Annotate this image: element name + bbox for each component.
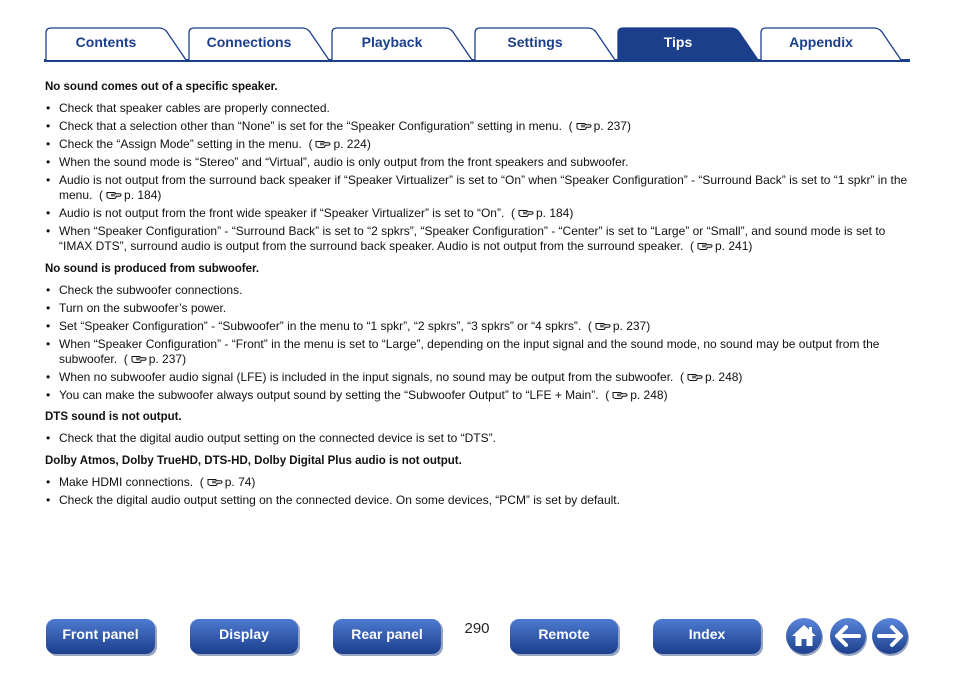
arrow-right-icon [872,618,908,654]
list-item [45,119,910,135]
bullet-list [45,283,910,403]
item-text: Set “Speaker Configuration” - “Subwoofer” in the menu to “1 spkr”, “2 spkrs”, “3 spkrs” or “4 spkrs”. [59,318,582,333]
tab-label: Settings [507,34,563,50]
item-text: Make HDMI connections. [59,474,194,489]
tab-appendix[interactable] [760,27,882,60]
forward-button[interactable] [872,618,908,654]
tab-settings[interactable] [474,27,596,60]
remote-button[interactable]: Remote [510,619,618,654]
list-item [45,370,910,386]
list-item [45,301,910,317]
pointing-hand-icon [207,476,223,487]
page-reference-link[interactable]: ( p. 224) [301,136,371,151]
item-text: When “Speaker Configuration” - “Surround Back” is set to “2 spkrs”, “Speaker Configuration” - “Center” is set to “Large” or “Small”, and sound mode is set to “IMAX DTS”, surround audio is output from the surround back speaker. Audio is not output from the surround speaker. [59,223,886,254]
faq-section [45,262,910,403]
tab-playback[interactable] [331,27,453,60]
index-button[interactable]: Index [653,619,761,654]
item-text: When the sound mode is “Stereo” and “Virtual”, audio is only output from the front speakers and subwoofer. [59,154,629,169]
pointing-hand-icon [106,189,122,200]
page-reference-text: p. 224) [333,136,371,151]
page-reference-link[interactable]: ( p. 184) [92,188,162,203]
pointing-hand-icon [612,389,628,400]
page-reference-link[interactable]: ( p. 74) [193,474,256,489]
list-item [45,493,910,509]
pointing-hand-icon [576,120,592,131]
list-item [45,224,910,255]
tab-bar [0,0,954,64]
page-reference-text: p. 184) [124,188,162,203]
list-item [45,475,910,491]
list-item [45,137,910,153]
page-reference-text: p. 241) [715,239,753,254]
list-item [45,155,910,171]
page-reference-link[interactable]: ( p. 248) [598,387,668,402]
home-icon [786,618,822,654]
tab-label: Tips [663,34,693,50]
page-number: 290 [464,620,490,637]
item-text: When “Speaker Configuration” - “Front” in the menu is set to “Large”, depending on the input signal and the sound mode, no sound may be output from the subwoofer. [59,336,880,367]
tab-label: Connections [206,34,292,50]
page-reference-text: p. 248) [705,369,743,384]
page-reference-text: p. 237) [148,352,187,367]
tab-label: Playback [361,34,423,50]
list-item [45,337,910,368]
pointing-hand-icon [697,240,713,251]
section-heading: No sound comes out of a specific speaker. [45,81,278,93]
faq-section [45,454,910,508]
item-text: Check the digital audio output setting on the connected device. On some devices, “PCM” is set by default. [59,492,620,507]
bullet-list [45,431,910,447]
page-reference-link[interactable]: ( p. 184) [504,205,574,220]
list-item [45,431,910,447]
page-reference-link[interactable]: ( p. 248) [673,369,743,384]
section-heading: No sound is produced from subwoofer. [45,262,260,275]
pointing-hand-icon [131,353,147,364]
list-item [45,388,910,404]
tab-connections[interactable] [188,27,310,60]
section-heading: DTS sound is not output. [45,411,182,424]
page-reference-link[interactable]: ( p. 237) [561,118,631,133]
item-text: Check the “Assign Mode” setting in the menu. [59,136,302,151]
page-reference-text: p. 74) [224,474,256,489]
list-item [45,173,910,204]
pointing-hand-icon [518,207,534,218]
pointing-hand-icon [315,138,331,149]
arrow-left-icon [830,618,866,654]
item-text: Check the subwoofer connections. [59,282,243,297]
item-text: Audio is not output from the front wide speaker if “Speaker Virtualizer” is set to “On”. [59,205,505,220]
tab-label: Appendix [789,34,853,50]
list-item [45,101,910,117]
tab-tips[interactable] [617,27,739,60]
tab-label: Contents [75,34,137,50]
list-item [45,319,910,335]
item-text: Turn on the subwoofer’s power. [59,300,227,315]
home-button[interactable] [786,618,822,654]
page-reference-link[interactable]: ( p. 237) [117,352,187,367]
page-reference-text: p. 184) [535,205,574,220]
bullet-list [45,101,910,255]
pointing-hand-icon [687,371,703,382]
item-text: Check that a selection other than “None” is set for the “Speaker Configuration” setting in menu. [59,118,562,133]
bullet-list [45,475,910,508]
main-content [45,80,910,515]
page-reference-text: p. 248) [630,387,668,402]
page-reference-link[interactable]: ( p. 237) [581,318,651,333]
page-reference-link[interactable]: ( p. 241) [683,239,753,254]
section-heading: Dolby Atmos, Dolby TrueHD, DTS-HD, Dolby Digital Plus audio is not output. [45,454,462,467]
item-text: Check that the digital audio output setting on the connected device is set to “DTS”. [59,431,496,446]
item-text: Check that speaker cables are properly connected. [59,101,330,115]
page-reference-text: p. 237) [612,318,651,333]
list-item [45,283,910,299]
faq-section [45,410,910,447]
list-item [45,206,910,222]
display-button[interactable]: Display [190,619,298,654]
back-button[interactable] [830,618,866,654]
rear-panel-button[interactable]: Rear panel [333,619,441,654]
pointing-hand-icon [595,320,611,331]
page-reference-text: p. 237) [593,118,631,133]
item-text: You can make the subwoofer always output sound by setting the “Subwoofer Output” to “LFE + Main”. [59,387,599,402]
item-text: When no subwoofer audio signal (LFE) is included in the input signals, no sound may be output from the subwoofer. [59,369,674,384]
tab-contents[interactable] [45,27,167,60]
faq-section [45,80,910,255]
front-panel-button[interactable]: Front panel [46,619,155,654]
item-text: Audio is not output from the surround back speaker if “Speaker Virtualizer” is set to “On” when “Speaker Configuration” - “Surround Back” is set to “1 spkr” in the menu. [59,172,908,203]
